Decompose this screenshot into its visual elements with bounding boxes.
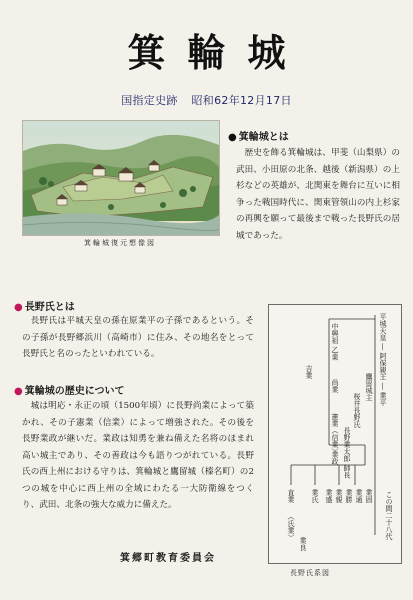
- tree-third: 尚業: [331, 379, 339, 393]
- tree-child: 業勝: [345, 489, 353, 503]
- section-heading-history: ● 箕輪城の歴史について: [14, 386, 125, 397]
- tree-side-c: 長野業太郎 師長: [343, 427, 351, 479]
- tree-branch: 吉業: [305, 365, 313, 379]
- family-tree-chart: [268, 304, 402, 564]
- section-body-minowa: 歴史を飾る箕輪城は、甲斐（山梨県）の武田、小田原の北条、越後（新潟県）の上杉などの英雄が、北関東を舞台に互いに相争った戦国時代に、関東管領山の内上杉家の再興を願って最後まで戦った長野氏の居城であった。: [236, 148, 400, 241]
- tree-fifth: 業政: [331, 451, 339, 465]
- tree-grandchild: （氏業）: [287, 513, 295, 541]
- tree-second: 中興祖 乙業: [331, 323, 339, 361]
- castle-restoration-painting: [22, 120, 220, 236]
- tree-great: 業良: [299, 537, 307, 551]
- section-body-history: 城は明応・永正の頃（1500年頃）に長野尚業によって築かれ、その子憲業（信業）によって増強された。その後を長野業政が継いだ。業政は知勇を兼ね備えた名将のほまれ高い城主であり、その善政は今も語りつがれている。長野氏の西上州における守りは、箕輪城と鷹留城（榛名町）の2つの城を中心に西上州の全域にわたる一大防衛線をつくり、武田、北条の強大な威力に備えた。: [22, 401, 254, 510]
- tree-child: 業氏: [311, 489, 319, 503]
- painting-caption: 箕輪城復元想像図: [84, 239, 156, 247]
- designation-line: [0, 92, 413, 108]
- page-title: 箕輪城: [127, 30, 308, 75]
- tree-child: 業盛: [325, 489, 333, 503]
- designation-label: 国指定史跡: [121, 94, 178, 107]
- section-body-nagano: 長野氏は平城天皇の孫在原業平の子孫であるという。その子孫が長野郷浜川（高崎市）に住み、その地名をとって長野氏と名のったといわれている。: [22, 316, 254, 359]
- tree-child: 直業: [287, 489, 295, 503]
- tree-side-a: 桜井長野氏: [353, 393, 361, 428]
- section-heading-nagano: ● 長野氏とは: [14, 302, 75, 313]
- family-tree-caption: 長野氏系図: [290, 569, 330, 577]
- publisher: 箕郷町教育委員会: [120, 553, 216, 564]
- tree-child: 業固: [365, 489, 373, 503]
- tree-root: 平城天皇 ― 阿保親王 ― 業平: [379, 313, 387, 406]
- tree-note: この間二十八代: [385, 491, 393, 540]
- castle-painting-illustration: [23, 121, 219, 235]
- tree-child: 業親: [335, 489, 343, 503]
- tree-side-b: 鷹留城主: [365, 373, 373, 401]
- designation-date: 昭和62年12月17日: [191, 94, 292, 107]
- bullet-icon: ●: [228, 132, 237, 143]
- section-heading-minowa: ● 箕輪城とは: [228, 132, 289, 143]
- bullet-icon: ●: [14, 386, 23, 397]
- bullet-icon: ●: [14, 302, 23, 313]
- tree-fourth: 憲業（信業）: [331, 413, 339, 455]
- tree-child: 業通: [355, 489, 363, 503]
